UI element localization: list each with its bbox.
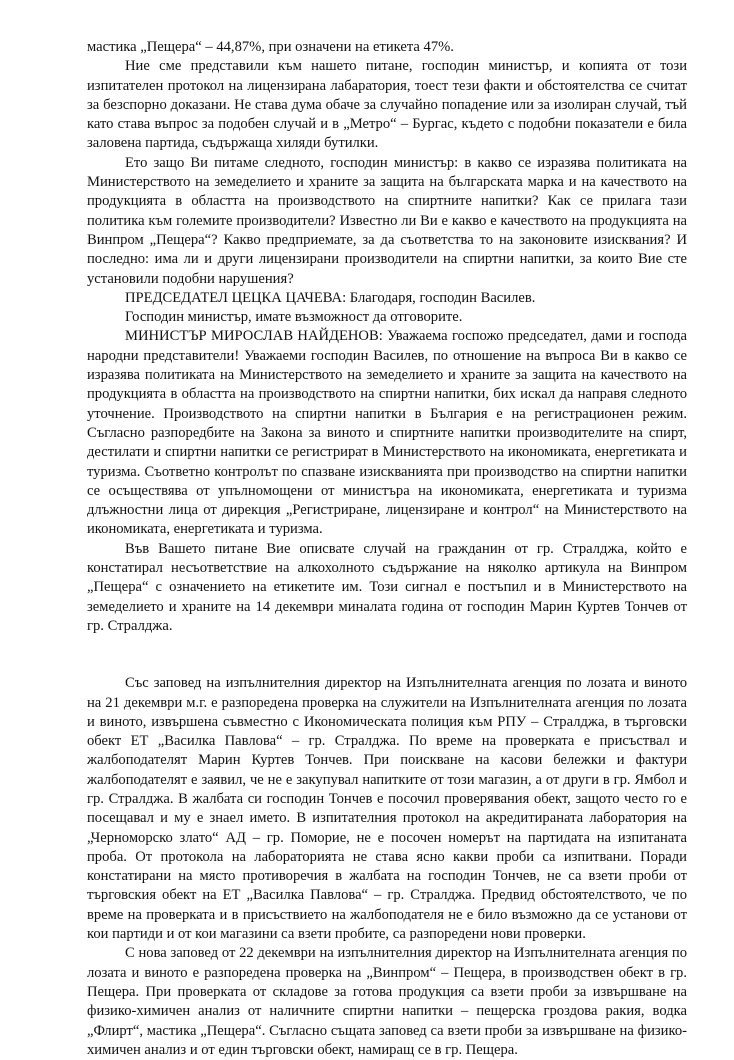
paragraph-continuation: мастика „Пещера“ – 44,87%, при означени на етикета 47%. xyxy=(87,39,454,55)
paragraph-gap xyxy=(87,655,687,674)
paragraph-chair-invite: Господин министър, имате възможност да отговорите. xyxy=(125,309,463,326)
paragraph-second-inspection: С нова заповед от 22 декември на изпълнителния директор на Изпълнителната агенция по лозата и виното е разпоредена проверка на „Винпром“ – Пещера, в производствен обект в гр. Пещера. При проверката от складове за готова продукция са взети проби за извършване на физико-химичен анализ от наличните спиртни напитки – пещерска гроздова ракия, водка „Флирт“, мастика „Пещера“. Съгласно същата заповед са взети проби за извършване на физико-химичен анализ и от един търговски обект, намиращ се в гр. Пещера. xyxy=(87,945,687,1058)
document-body-bottom xyxy=(87,674,687,1060)
paragraph-interpellation-evidence: Ние сме представили към нашето питане, господин министър, и копията от този изпитателен протокол на лицензирана лабаратория, тоест тези факти и обстоятелства се считат за безспорно доказани. Не става дума обаче за случайно попадение или за изолиран случай, тъй като става въпрос за подобен случай и в „Метро“ – Бургас, където с подобни показатели е била заловена партида, съдържаща хиляди бутилки. xyxy=(87,58,687,152)
paragraph-questions: Ето защо Ви питаме следното, господин министър: в какво се изразява политиката на Министерството на земеделието и храните за защита на българската марка и на качеството на продукцията в областта на производството на спиртните напитки? Как се прилага тази политика към големите производители? Известно ли Ви е какво е качеството на продукцията на Винпром „Пещера“? Какво предприемате, за да съответства то на законовите изисквания? И последно: има ли и други лицензирани производители на спиртни напитки, за които Вие сте установили подобни нарушения? xyxy=(87,154,687,287)
paragraph-first-inspection: Със заповед на изпълнителния директор на Изпълнителната агенция по лозата и виното на 21 декември м.г. е разпоредена проверка на служители на Изпълнителната агенция по лозата и виното, извършена съвместно с Икономическата полиция към РПУ – Стралджа, в търговски обект ЕТ „Василка Павлова“ – гр. Стралджа. По време на проверката е присъствал и жалбоподателят Марин Куртев Тончев. При поискване на касови бележки и фактури жалбоподателят е заявил, че не е закупувал напитките от този магазин, а от други в гр. Ямбол и гр. Стралджа. В жалбата си господин Тончев е посочил проверявания обект, защото често го е посещавал и му е знаел името. В изпитателния протокол на акредитираната лаборатория на „Черноморско злато“ АД – гр. Поморие, не е посочен номерът на партидата на изпитаната проба. От протокола на лабораторията не става ясно какви проби са изпитвани. Поради констатирани на място противоречия в жалбата на господин Тончев, не са взети проби от търговския обект на ЕТ „Василка Павлова“ – гр. Стралджа. Предвид обстоятелството, че по време на проверката и в присъствието на жалбоподателя не е било възможно да се установи от кои партиди и от кои магазини са взети пробите, са разпоредени нови проверки. xyxy=(87,675,687,943)
document-body-top xyxy=(87,38,687,636)
paragraph-minister-answer: МИНИСТЪР МИРОСЛАВ НАЙДЕНОВ: Уважаема госпожо председател, дами и господа народни представители! Уважаеми господин Василев, по отношение на въпроса Ви в какво се изразява политиката на Министерството на земеделието и храните за защита на качеството на продукцията в областта на производството на спиртни напитки, бих искал да направя следното уточнение. Производството на спиртни напитки в България е на регистрационен режим. Съгласно разпоредбите на Закона за виното и спиртните напитки производителите на спирт, дестилати и спиртни напитки се регистрират в Министерството на икономиката, енергетиката и туризма. Съответно контролът по спазване изискванията при производство на спиртни напитки се осъществява от упълномощени от министъра на икономиката, енергетиката и туризма длъжностни лица от дирекция „Регистриране, лицензиране и контрол“ на Министерството на икономиката, енергетиката и туризма. xyxy=(87,328,687,538)
paragraph-gap xyxy=(87,636,687,655)
paragraph-citizen-case: Във Вашето питане Вие описвате случай на гражданин от гр. Стралджа, който е констатирал несъответствие на алкохолното съдържание на няколко артикула на Винпром „Пещера“ с означението на етикетите им. Този сигнал е постъпил и в Министерството на земеделието и храните на 14 декември миналата година от господин Марин Куртев Тончев от гр. Стралджа. xyxy=(87,540,687,634)
paragraph-chair-thanks: ПРЕДСЕДАТЕЛ ЦЕЦКА ЦАЧЕВА: Благодаря, господин Василев. xyxy=(125,289,536,306)
